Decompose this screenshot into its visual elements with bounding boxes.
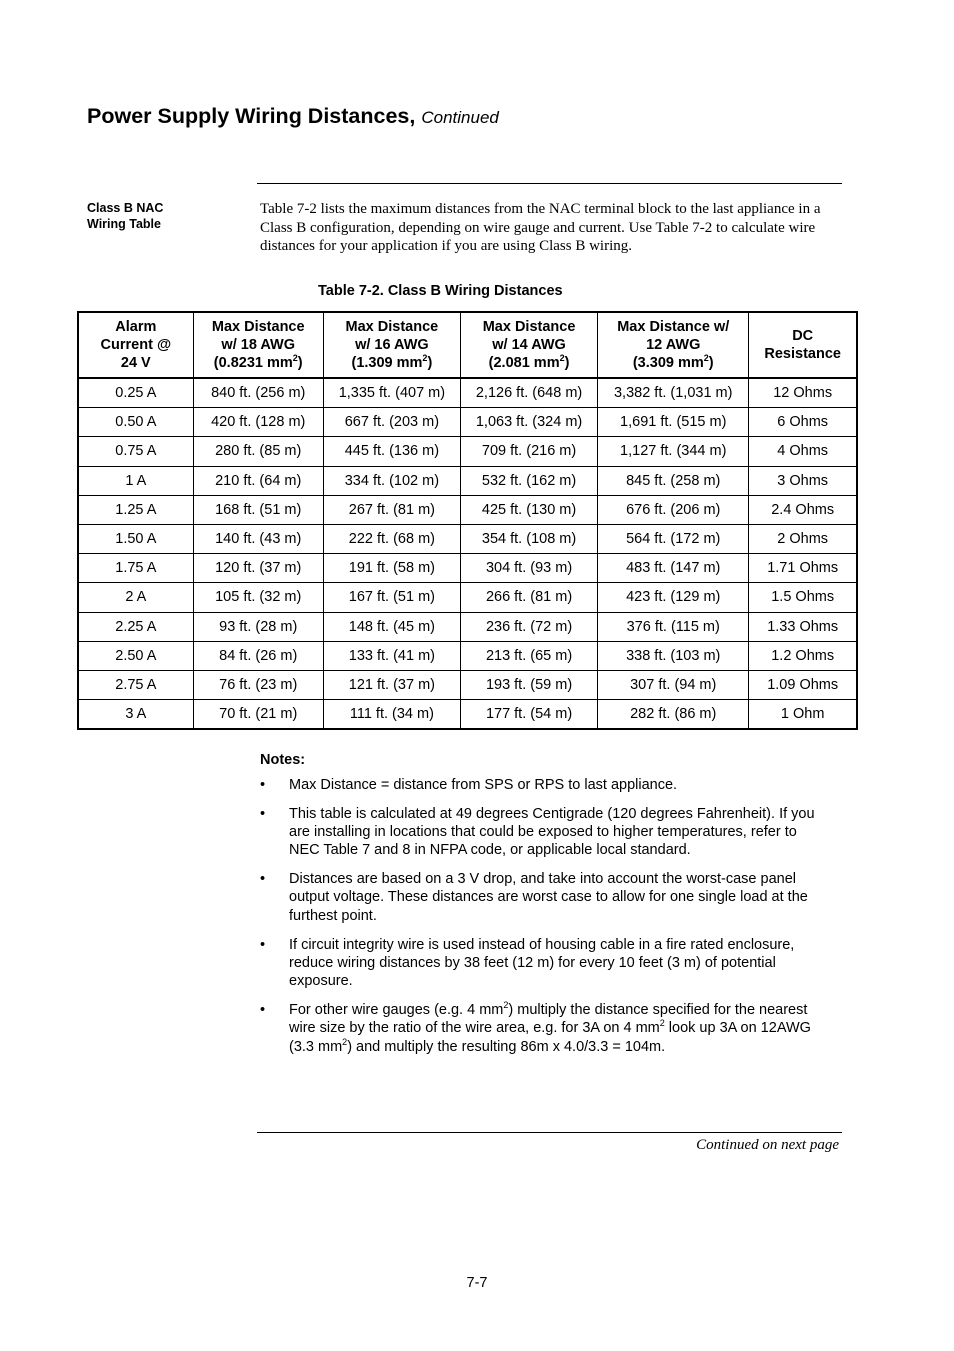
table-row	[78, 408, 857, 437]
table-cell: 12 Ohms	[749, 378, 857, 408]
intro-paragraph: Table 7-2 lists the maximum distances from the NAC terminal block to the last appliance in a Class B configuration, depending on wire gauge and current. Use Table 7-2 to calculate wire distances for your application if you are using Class B wiring.	[260, 201, 821, 254]
continued-next-page: Continued on next page	[696, 1137, 839, 1153]
table-header-row	[78, 312, 857, 378]
table-cell: 304 ft. (93 m)	[460, 554, 597, 583]
table-cell: 425 ft. (130 m)	[460, 495, 597, 524]
table-cell: 1.33 Ohms	[749, 612, 857, 641]
table-cell: 1.09 Ohms	[749, 670, 857, 699]
header-16awg: Max Distance w/ 16 AWG (1.309 $mm^2$)	[323, 312, 460, 378]
table-cell: 1.25 A	[78, 495, 193, 524]
table-row	[78, 524, 857, 553]
table-row	[78, 437, 857, 466]
section-label-line2: Wiring Table	[87, 217, 161, 231]
top-divider	[257, 183, 842, 184]
section-label-line1: Class B NAC	[87, 201, 164, 215]
table-cell: 222 ft. (68 m)	[323, 524, 460, 553]
table-cell: 2,126 ft. (648 m)	[460, 378, 597, 408]
table-cell: 105 ft. (32 m)	[193, 583, 323, 612]
table-cell: 1,127 ft. (344 m)	[598, 437, 749, 466]
table-cell: 193 ft. (59 m)	[460, 670, 597, 699]
bullet-icon: •	[260, 871, 266, 888]
note-item: • For other wire gauges (e.g. 4 $mm^2$) multiply the distance specified for the nearest wire size by the ratio of the wire area, e.g. for 3A on 4 $mm^2$ look up 3A on 12AWG (3.3 $mm^2$) and multiply the resulting 86m x 4.0/3.3 = 104m.	[260, 1000, 811, 1055]
table-cell: 376 ft. (115 m)	[598, 612, 749, 641]
table-cell: 6 Ohms	[749, 408, 857, 437]
table-cell: 4 Ohms	[749, 437, 857, 466]
notes-list	[260, 776, 820, 1066]
header-alarm-current: Alarm Current @ 24 V	[78, 312, 193, 378]
bullet-icon: •	[260, 1001, 266, 1018]
header-18awg: Max Distance w/ 18 AWG (0.8231 $mm^2$)	[193, 312, 323, 378]
table-cell: 709 ft. (216 m)	[460, 437, 597, 466]
table-row	[78, 700, 857, 730]
table-cell: 0.50 A	[78, 408, 193, 437]
note-item: • Distances are based on a 3 V drop, and take into account the worst-case panel output voltage. These distances are worst case to allow for one single load at the furthest point.	[260, 871, 808, 924]
table-cell: 307 ft. (94 m)	[598, 670, 749, 699]
table-cell: 845 ft. (258 m)	[598, 466, 749, 495]
table-cell: 280 ft. (85 m)	[193, 437, 323, 466]
table-cell: 133 ft. (41 m)	[323, 641, 460, 670]
table-row	[78, 612, 857, 641]
table-row	[78, 495, 857, 524]
section-label	[87, 200, 237, 232]
table-cell: 2.4 Ohms	[749, 495, 857, 524]
page-title	[87, 104, 499, 129]
table-cell: 840 ft. (256 m)	[193, 378, 323, 408]
table-cell: 676 ft. (206 m)	[598, 495, 749, 524]
table-cell: 282 ft. (86 m)	[598, 700, 749, 730]
note-item: • If circuit integrity wire is used instead of housing cable in a fire rated enclosure, reduce wiring distances by 38 feet (12 m) for every 10 feet (3 m) of potential exposure.	[260, 936, 795, 990]
table-cell: 338 ft. (103 m)	[598, 641, 749, 670]
table-body	[78, 378, 857, 729]
table-cell: 148 ft. (45 m)	[323, 612, 460, 641]
page-title-text: Power Supply Wiring Distances,	[87, 104, 416, 128]
page-number: 7-7	[466, 1275, 488, 1291]
notes-heading: Notes:	[260, 752, 306, 768]
table-cell: 1.75 A	[78, 554, 193, 583]
table-cell: 334 ft. (102 m)	[323, 466, 460, 495]
table-cell: 1,335 ft. (407 m)	[323, 378, 460, 408]
table-cell: 445 ft. (136 m)	[323, 437, 460, 466]
table-cell: 1,691 ft. (515 m)	[598, 408, 749, 437]
table-cell: 2.75 A	[78, 670, 193, 699]
table-caption: Table 7-2. Class B Wiring Distances	[318, 283, 563, 299]
table-cell: 111 ft. (34 m)	[323, 700, 460, 730]
table-cell: 0.25 A	[78, 378, 193, 408]
table-cell: 267 ft. (81 m)	[323, 495, 460, 524]
header-12awg: Max Distance w/ 12 AWG (3.309 $mm^2$)	[598, 312, 749, 378]
table-row	[78, 670, 857, 699]
bottom-divider	[257, 1132, 842, 1133]
table-cell: 213 ft. (65 m)	[460, 641, 597, 670]
table-cell: 667 ft. (203 m)	[323, 408, 460, 437]
table-cell: 564 ft. (172 m)	[598, 524, 749, 553]
table-cell: 167 ft. (51 m)	[323, 583, 460, 612]
table-cell: 93 ft. (28 m)	[193, 612, 323, 641]
table-cell: 1.2 Ohms	[749, 641, 857, 670]
table-cell: 236 ft. (72 m)	[460, 612, 597, 641]
page-title-continued: Continued	[421, 108, 499, 127]
table-cell: 483 ft. (147 m)	[598, 554, 749, 583]
table-cell: 0.75 A	[78, 437, 193, 466]
table-cell: 191 ft. (58 m)	[323, 554, 460, 583]
bullet-icon: •	[260, 805, 266, 822]
table-cell: 420 ft. (128 m)	[193, 408, 323, 437]
table-cell: 2.25 A	[78, 612, 193, 641]
table-cell: 210 ft. (64 m)	[193, 466, 323, 495]
table-row	[78, 378, 857, 408]
table-cell: 177 ft. (54 m)	[460, 700, 597, 730]
table-cell: 1.5 Ohms	[749, 583, 857, 612]
table-cell: 3 A	[78, 700, 193, 730]
table-cell: 354 ft. (108 m)	[460, 524, 597, 553]
wiring-distances-table	[77, 311, 858, 730]
table-cell: 3 Ohms	[749, 466, 857, 495]
table-cell: 140 ft. (43 m)	[193, 524, 323, 553]
table-cell: 2 Ohms	[749, 524, 857, 553]
note-item: • This table is calculated at 49 degrees Centigrade (120 degrees Fahrenheit). If you are installing in locations that could be exposed to higher temperatures, refer to NEC Table 7 and 8 in NFPA code, or applicable local standard.	[260, 805, 815, 859]
bullet-icon: •	[260, 777, 266, 793]
table-cell: 423 ft. (129 m)	[598, 583, 749, 612]
table-cell: 2.50 A	[78, 641, 193, 670]
table-cell: 1 A	[78, 466, 193, 495]
table-cell: 532 ft. (162 m)	[460, 466, 597, 495]
table-cell: 1 Ohm	[749, 700, 857, 730]
table-cell: 76 ft. (23 m)	[193, 670, 323, 699]
table-row	[78, 583, 857, 612]
table-cell: 120 ft. (37 m)	[193, 554, 323, 583]
table-row	[78, 641, 857, 670]
table-cell: 168 ft. (51 m)	[193, 495, 323, 524]
bullet-icon: •	[260, 936, 266, 953]
table-cell: 70 ft. (21 m)	[193, 700, 323, 730]
table-row	[78, 466, 857, 495]
header-dc-resistance: DC Resistance	[749, 312, 857, 378]
table-cell: 1.71 Ohms	[749, 554, 857, 583]
table-cell: 2 A	[78, 583, 193, 612]
note-item: • Max Distance = distance from SPS or RPS to last appliance.	[260, 777, 678, 793]
table-cell: 121 ft. (37 m)	[323, 670, 460, 699]
table-cell: 266 ft. (81 m)	[460, 583, 597, 612]
table-row	[78, 554, 857, 583]
table-cell: 3,382 ft. (1,031 m)	[598, 378, 749, 408]
table-cell: 84 ft. (26 m)	[193, 641, 323, 670]
table-cell: 1,063 ft. (324 m)	[460, 408, 597, 437]
table-cell: 1.50 A	[78, 524, 193, 553]
header-14awg: Max Distance w/ 14 AWG (2.081 $mm^2$)	[460, 312, 597, 378]
